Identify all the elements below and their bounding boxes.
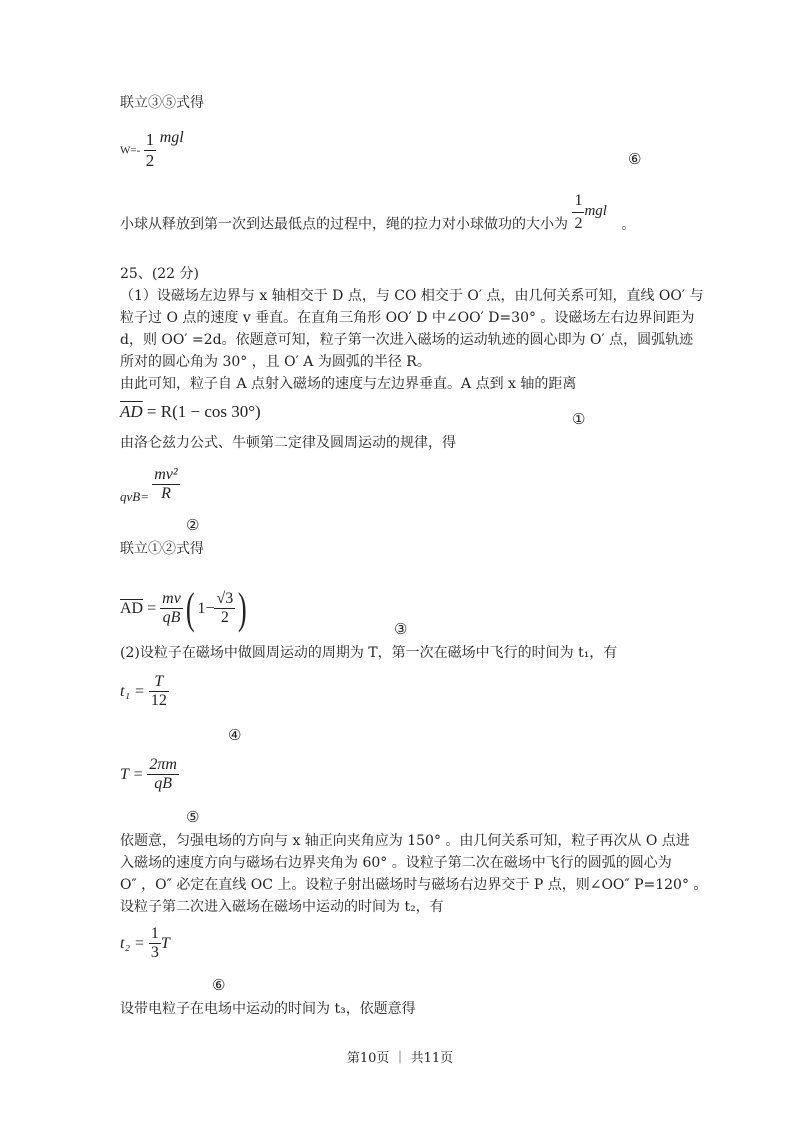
text-line: (2)设粒子在磁场中做圆周运动的周期为 T，第一次在磁场中飞行的时间为 t₁，有 xyxy=(120,645,618,661)
equation-3: $\overline{AD}$ = $\frac{mv}{qB}$ ( 1− $\frac{√3}{2}$ ) xyxy=(120,584,247,633)
text-line: d，则 OO′ =2d。依题意可知，粒子第一次进入磁场的运动轨迹的圆心即为 O′ 点，圆弧轨迹 xyxy=(120,332,694,348)
equation-5: T = $\frac{2\pi m}{qB}$ xyxy=(120,756,177,792)
text-line: 联立①②式得 xyxy=(120,541,204,557)
equation-number: ⑥ xyxy=(212,976,226,994)
text-line: 由此可知，粒子自 A 点射入磁场的速度与左边界垂直。A 点到 x 轴的距离 xyxy=(120,376,577,392)
text-line: （1）设磁场左边界与 x 轴相交于 D 点，与 CO 相交于 O′ 点，由几何关系可知，直线 OO′ 与 xyxy=(120,288,704,304)
equation-number: ② xyxy=(186,516,200,534)
equation-4: t₁ = $\frac{T}{12}$ xyxy=(120,673,167,709)
text-line: 设带电粒子在电场中运动的时间为 t₃，依题意得 xyxy=(120,1001,416,1017)
equation-number: ⑤ xyxy=(186,808,200,826)
page-footer: 第10页 ｜ 共11页 xyxy=(346,1051,454,1066)
text-line: 依题意，匀强电场的方向与 x 轴正向夹角应为 150° 。由几何关系可知，粒子再次从 O 点进 xyxy=(120,833,690,849)
equation-6: t₂ = $\frac{1}{3}$ T xyxy=(120,925,170,961)
equation-2: qvB= $\frac{\text{mv²}}{R}$ xyxy=(120,466,178,505)
equation-number: ⑥ xyxy=(628,150,642,168)
equation-number: ① xyxy=(572,410,586,428)
text-line: 入磁场的速度方向与磁场右边界夹角为 60° 。设粒子第二次在磁场中飞行的圆弧的圆心为 xyxy=(120,855,672,871)
text-line: 联立③⑤式得 xyxy=(120,95,204,111)
text-line: 设粒子第二次进入磁场在磁场中运动的时间为 t₂，有 xyxy=(120,899,444,915)
equation-number: ③ xyxy=(394,620,408,638)
text-line: O″ ，O″ 必定在直线 OC 上。设粒子射出磁场时与磁场右边界交于 P 点，则∠OO″ P=120° 。 xyxy=(120,877,708,893)
question-heading: 25、(22 分) xyxy=(120,266,200,282)
equation-number: ④ xyxy=(228,726,242,744)
text-line: 所对的圆心角为 30° ，且 O′ A 为圆弧的半径 R。 xyxy=(120,354,431,370)
text-line: 由洛仑兹力公式、牛顿第二定律及圆周运动的规律，得 xyxy=(120,435,456,451)
text-line: 粒子过 O 点的速度 v 垂直。在直角三角形 OO′ D 中∠OO′ D=30° 。设磁场左右边界间距为 xyxy=(120,310,695,326)
equation-w: W=- $\frac{1}{2}$ mgl xyxy=(120,128,184,170)
equation-1: $\overline{AD} = R(1 - \cos 30^\circ)$ xyxy=(120,402,261,421)
text-line: 小球从释放到第一次到达最低点的过程中，绳的拉力对小球做功的大小为 $\frac{1}{2}$ mgl 。 xyxy=(120,192,636,233)
